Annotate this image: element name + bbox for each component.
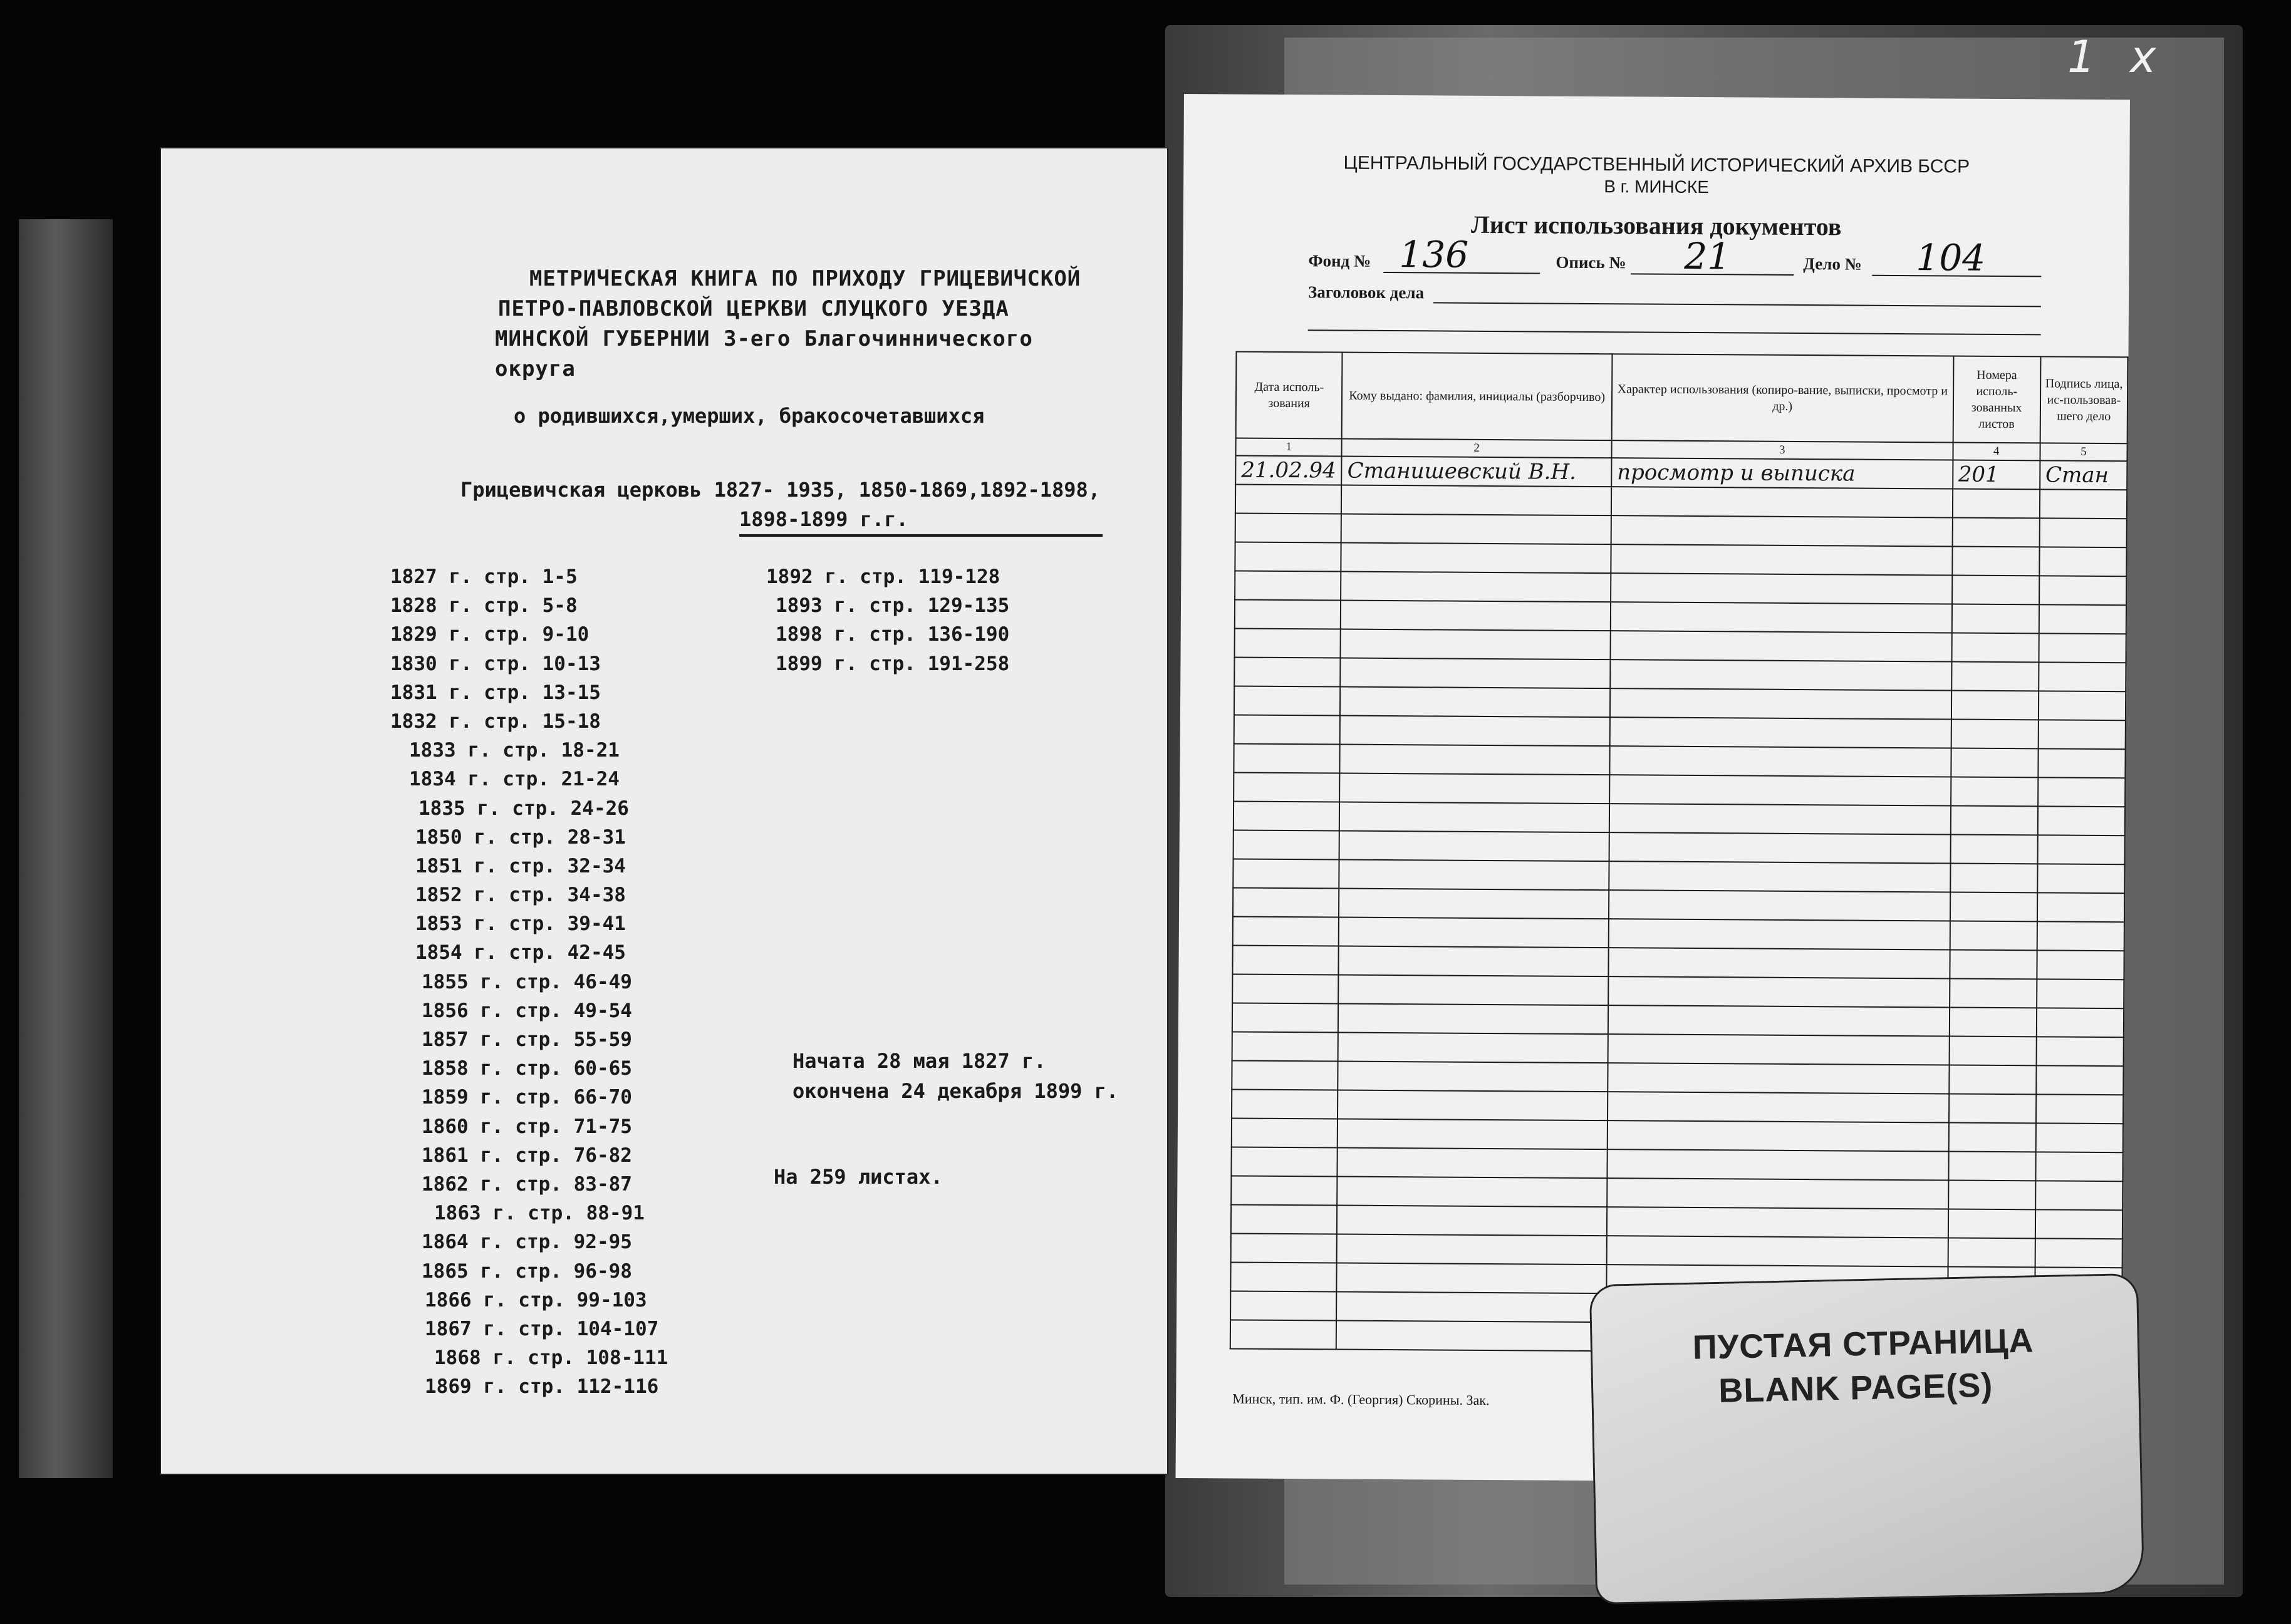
year-entry: 1863 г. стр. 88-91 xyxy=(434,1202,645,1225)
stamp-line-russian: ПУСТАЯ СТРАНИЦА xyxy=(1692,1321,2035,1367)
col-number: 2 xyxy=(1342,439,1612,458)
year-entry: 1893 г. стр. 129-135 xyxy=(776,594,1010,618)
year-entry: 1854 г. стр. 42-45 xyxy=(415,941,626,965)
year-entry: 1867 г. стр. 104-107 xyxy=(425,1317,659,1340)
year-entry: 1868 г. стр. 108-111 xyxy=(434,1347,668,1370)
sheet-count: На 259 листах. xyxy=(774,1165,943,1189)
title-line-1: МЕТРИЧЕСКАЯ КНИГА ПО ПРИХОДУ ГРИЦЕВИЧСКОЙ xyxy=(529,266,1081,291)
col-number: 3 xyxy=(1611,440,1953,460)
col-header-date: Дата исполь-зования xyxy=(1236,352,1343,439)
col-number: 1 xyxy=(1235,438,1342,457)
subtitle: о родившихся,умерших, бракосочетавшихся xyxy=(514,404,985,428)
year-entry: 1861 г. стр. 76-82 xyxy=(422,1144,632,1167)
fond-label: Фонд № xyxy=(1308,251,1371,271)
year-entry: 1860 г. стр. 71-75 xyxy=(422,1115,632,1138)
entry-usage: просмотр и выписка xyxy=(1611,458,1953,489)
year-entry: 1855 г. стр. 46-49 xyxy=(422,970,632,993)
col-number: 4 xyxy=(1953,443,2040,461)
fond-value: 136 xyxy=(1399,233,1469,276)
year-entry: 1866 г. стр. 99-103 xyxy=(425,1288,647,1311)
year-entry: 1828 г. стр. 5-8 xyxy=(390,594,578,618)
year-entry: 1899 г. стр. 191-258 xyxy=(776,652,1010,675)
year-entry: 1834 г. стр. 21-24 xyxy=(409,768,620,791)
year-entry: 1853 г. стр. 39-41 xyxy=(415,913,626,936)
col-header-sheet-numbers: Номера исполь-зованных листов xyxy=(1953,356,2040,443)
archive-city: В г. МИНСКЕ xyxy=(1604,177,1710,197)
year-entry: 1858 г. стр. 60-65 xyxy=(422,1057,632,1080)
year-entry: 1892 г. стр. 119-128 xyxy=(766,566,1000,588)
year-entry: 1835 г. стр. 24-26 xyxy=(418,797,629,820)
left-page xyxy=(160,147,1168,1475)
usage-table xyxy=(1230,351,2129,1355)
year-entry: 1850 г. стр. 28-31 xyxy=(415,825,626,849)
years-column-1 xyxy=(390,566,668,1404)
entry-date: 21.02.94 xyxy=(1235,456,1342,485)
entry-name: Станишевский В.Н. xyxy=(1342,457,1612,487)
year-entry: 1859 г. стр. 66-70 xyxy=(422,1086,632,1109)
entry-sheets: 201 xyxy=(1953,460,2040,490)
usage-sheet-page xyxy=(1176,94,2130,1484)
case-heading-line-2 xyxy=(1308,329,2041,335)
year-entry: 1829 г. стр. 9-10 xyxy=(390,623,590,646)
year-entry: 1852 г. стр. 34-38 xyxy=(415,884,626,907)
title-line-2: ПЕТРО-ПАВЛОВСКОЙ ЦЕРКВИ СЛУЦКОГО УЕЗДА xyxy=(498,296,1009,321)
opis-label: Опись № xyxy=(1556,252,1626,272)
opis-value: 21 xyxy=(1684,234,1731,278)
year-entry: 1869 г. стр. 112-116 xyxy=(425,1375,659,1399)
case-heading-label: Заголовок дела xyxy=(1307,282,1425,303)
entry-signature: Стан xyxy=(2040,460,2127,490)
year-entry: 1833 г. стр. 18-21 xyxy=(409,739,620,762)
year-entry: 1832 г. стр. 15-18 xyxy=(390,710,601,733)
blank-page-stamp-card xyxy=(1591,1275,2143,1603)
title-line-3: МИНСКОЙ ГУБЕРНИИ 3-его Благочиннического xyxy=(495,326,1033,351)
church-line-2: 1898-1899 г.г. xyxy=(739,507,908,531)
corner-mark-cross: x xyxy=(2130,31,2156,83)
delo-value: 104 xyxy=(1916,236,1986,279)
col-header-usage-type: Характер использования (копиро-вание, выписки, просмотр и др.) xyxy=(1611,354,1953,442)
corner-mark-page-number: 1 xyxy=(2067,31,2096,83)
delo-label: Дело № xyxy=(1803,254,1862,274)
stamp-line-english: BLANK PAGE(S) xyxy=(1718,1366,1993,1410)
year-entry: 1856 г. стр. 49-54 xyxy=(422,999,632,1022)
year-entry: 1831 г. стр. 13-15 xyxy=(390,681,601,704)
col-header-issued-to: Кому выдано: фамилия, инициалы (разборчиво) xyxy=(1342,353,1612,441)
started-date: Начата 28 мая 1827 г. xyxy=(792,1049,1046,1073)
background-strip xyxy=(19,219,113,1478)
year-entry: 1865 г. стр. 96-98 xyxy=(422,1259,632,1283)
sheet-title: Лист использования документов xyxy=(1470,210,1842,241)
col-header-signature: Подпись лица, ис-пользовав-шего дело xyxy=(2040,356,2127,443)
year-entry: 1898 г. стр. 136-190 xyxy=(776,623,1010,646)
archive-name: ЦЕНТРАЛЬНЫЙ ГОСУДАРСТВЕННЫЙ ИСТОРИЧЕСКИЙ АРХИВ БССР xyxy=(1343,152,1970,177)
underline-rule xyxy=(739,534,1103,537)
print-footer: Минск, тип. им. Ф. (Георгия) Скорины. Зак. xyxy=(1232,1390,1490,1409)
title-line-4: округа xyxy=(495,356,576,381)
case-heading-line xyxy=(1433,302,2041,307)
years-column-2 xyxy=(766,566,1009,681)
col-number: 5 xyxy=(2040,443,2127,461)
year-entry: 1830 г. стр. 10-13 xyxy=(390,652,601,675)
year-entry: 1851 г. стр. 32-34 xyxy=(415,854,626,877)
year-entry: 1862 г. стр. 83-87 xyxy=(422,1172,632,1196)
finished-date: окончена 24 декабря 1899 г. xyxy=(792,1079,1119,1103)
church-line-1: Грицевичская церковь 1827- 1935, 1850-1869,1892-1898, xyxy=(460,478,1101,502)
year-entry: 1864 г. стр. 92-95 xyxy=(422,1231,632,1254)
year-entry: 1857 г. стр. 55-59 xyxy=(422,1028,632,1051)
year-entry: 1827 г. стр. 1-5 xyxy=(390,566,578,588)
